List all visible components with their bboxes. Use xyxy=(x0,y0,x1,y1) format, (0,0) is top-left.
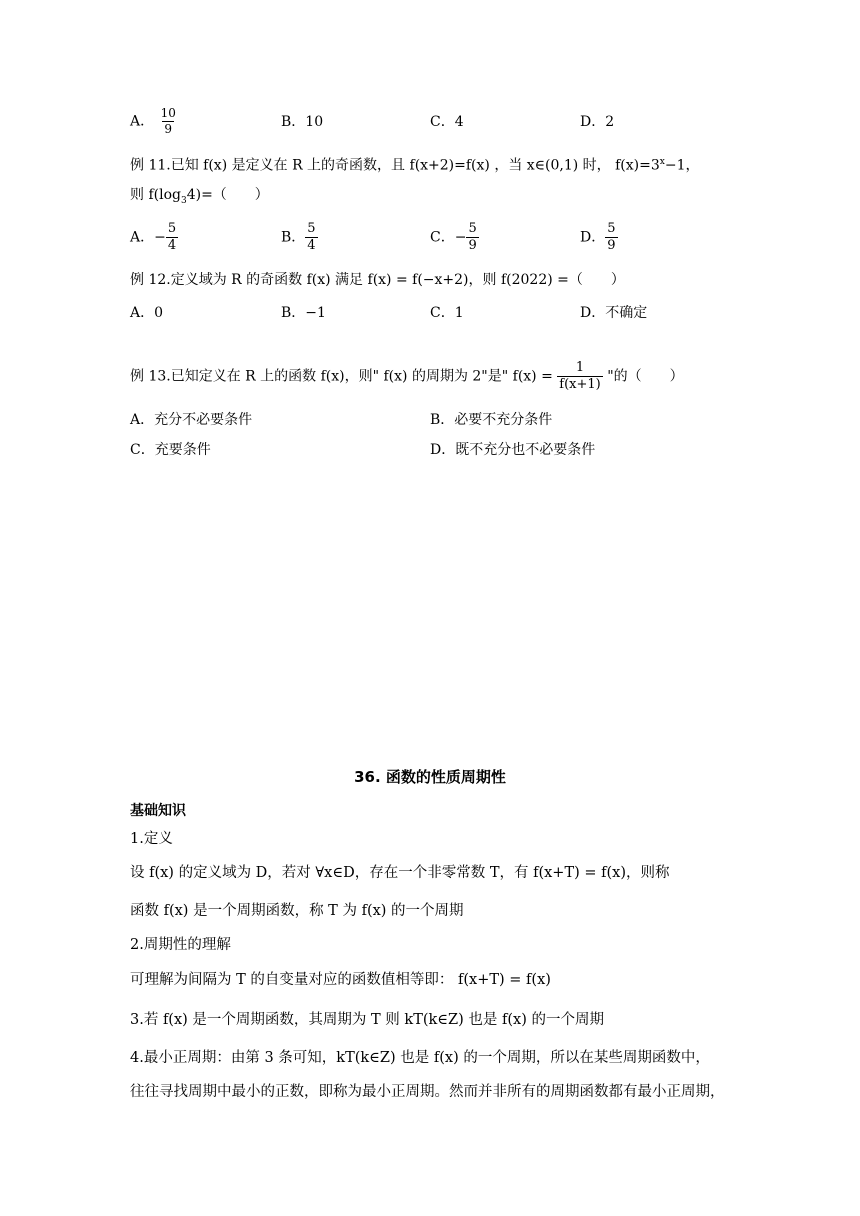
fraction-denominator: 4 xyxy=(167,238,177,253)
fraction-denominator: f(x+1) xyxy=(559,377,601,392)
question-11-expr-tail: 4)=（ ） xyxy=(186,187,269,203)
option-c-fraction xyxy=(466,221,478,254)
option-a xyxy=(130,106,178,137)
paragraph-1-line-2: 函数 f(x) 是一个周期函数，称 T 为 f(x) 的一个周期 xyxy=(130,903,464,919)
option-d: D．不确定 xyxy=(580,305,648,321)
paragraph-2-line: 可理解为间隔为 T 的自变量对应的函数值相等即： f(x+T) = f(x) xyxy=(130,972,551,988)
option-b-label: B． xyxy=(281,229,306,246)
question-13-line xyxy=(130,360,684,393)
fraction-numerator: 10 xyxy=(160,106,176,120)
option-b xyxy=(281,221,318,254)
option-b: B．−1 xyxy=(281,305,326,321)
option-b: B．必要不充分条件 xyxy=(430,412,553,428)
option-b: B．10 xyxy=(281,114,324,130)
option-c xyxy=(430,221,479,254)
section-subtitle: 基础知识 xyxy=(130,803,186,819)
question-11-tail: −1， xyxy=(664,157,700,174)
fraction-denominator: 9 xyxy=(468,238,477,253)
option-d: D．既不充分也不必要条件 xyxy=(430,442,596,458)
question-11-line2 xyxy=(130,185,269,211)
exponent: x xyxy=(659,157,665,167)
option-a-fraction xyxy=(166,221,178,254)
option-c-label: C． xyxy=(430,229,455,246)
option-c: C．1 xyxy=(430,305,464,321)
paragraph-4-line-1: 4.最小正周期：由第 3 条可知，kT(k∈Z) 也是 f(x) 的一个周期，所以在某些周期函数中， xyxy=(130,1050,710,1066)
paragraph-1-line-1: 设 f(x) 的定义域为 D，若对 ∀x∈D，存在一个非零常数 T，有 f(x+T) = f(x)，则称 xyxy=(130,865,670,881)
minus-sign: − xyxy=(154,229,166,246)
paragraph-2-heading: 2.周期性的理解 xyxy=(130,937,231,953)
fraction-denominator: 4 xyxy=(307,238,316,253)
option-a-label: A． xyxy=(130,113,155,130)
section-title: 36. 函数的性质周期性 xyxy=(354,768,506,786)
question-13-fraction xyxy=(557,360,602,393)
question-13-text: 例 13.已知定义在 R 上的函数 f(x)，则" f(x) 的周期为 2"是" f(x) = xyxy=(130,368,553,385)
option-a-fraction xyxy=(159,106,178,137)
minus-sign: − xyxy=(454,229,467,246)
fraction-numerator: 5 xyxy=(468,221,477,236)
option-d xyxy=(580,221,618,254)
question-13-tail: "的（ ） xyxy=(607,368,684,385)
question-11-text: 例 11.已知 f(x) 是定义在 R 上的奇函数，且 f(x+2)=f(x) ，当 x∈(0,1) 时， f(x)=3 xyxy=(130,157,660,174)
log-base: 3 xyxy=(180,195,187,206)
option-d-label: D． xyxy=(580,229,606,246)
option-d: D．2 xyxy=(580,114,615,130)
fraction-denominator: 9 xyxy=(164,122,173,136)
option-c: C．4 xyxy=(430,114,464,130)
option-a-label: A． xyxy=(130,229,155,246)
option-d-fraction xyxy=(605,221,617,254)
question-11-line1 xyxy=(130,152,699,176)
question-11-expr: 则 f(log xyxy=(130,187,181,203)
option-b-fraction xyxy=(305,221,317,254)
fraction-numerator: 5 xyxy=(167,221,177,236)
question-12-text: 例 12.定义域为 R 的奇函数 f(x) 满足 f(x) = f(−x+2)，则 f(2022) =（ ） xyxy=(130,272,625,288)
option-c: C．充要条件 xyxy=(130,442,211,458)
option-a: A．充分不必要条件 xyxy=(130,412,253,428)
fraction-numerator: 1 xyxy=(575,360,585,375)
fraction-denominator: 9 xyxy=(607,238,616,253)
option-a: A．0 xyxy=(130,305,164,321)
fraction-numerator: 5 xyxy=(607,221,616,236)
section-title-wrap xyxy=(0,766,860,787)
paragraph-4-line-2: 往往寻找周期中最小的正数，即称为最小正周期。然而并非所有的周期函数都有最小正周期， xyxy=(130,1084,725,1100)
paragraph-1-heading: 1.定义 xyxy=(130,831,173,847)
option-a xyxy=(130,221,178,254)
paragraph-3-line: 3.若 f(x) 是一个周期函数，其周期为 T 则 kT(k∈Z) 也是 f(x) 的一个周期 xyxy=(130,1012,604,1028)
fraction-numerator: 5 xyxy=(307,221,316,236)
